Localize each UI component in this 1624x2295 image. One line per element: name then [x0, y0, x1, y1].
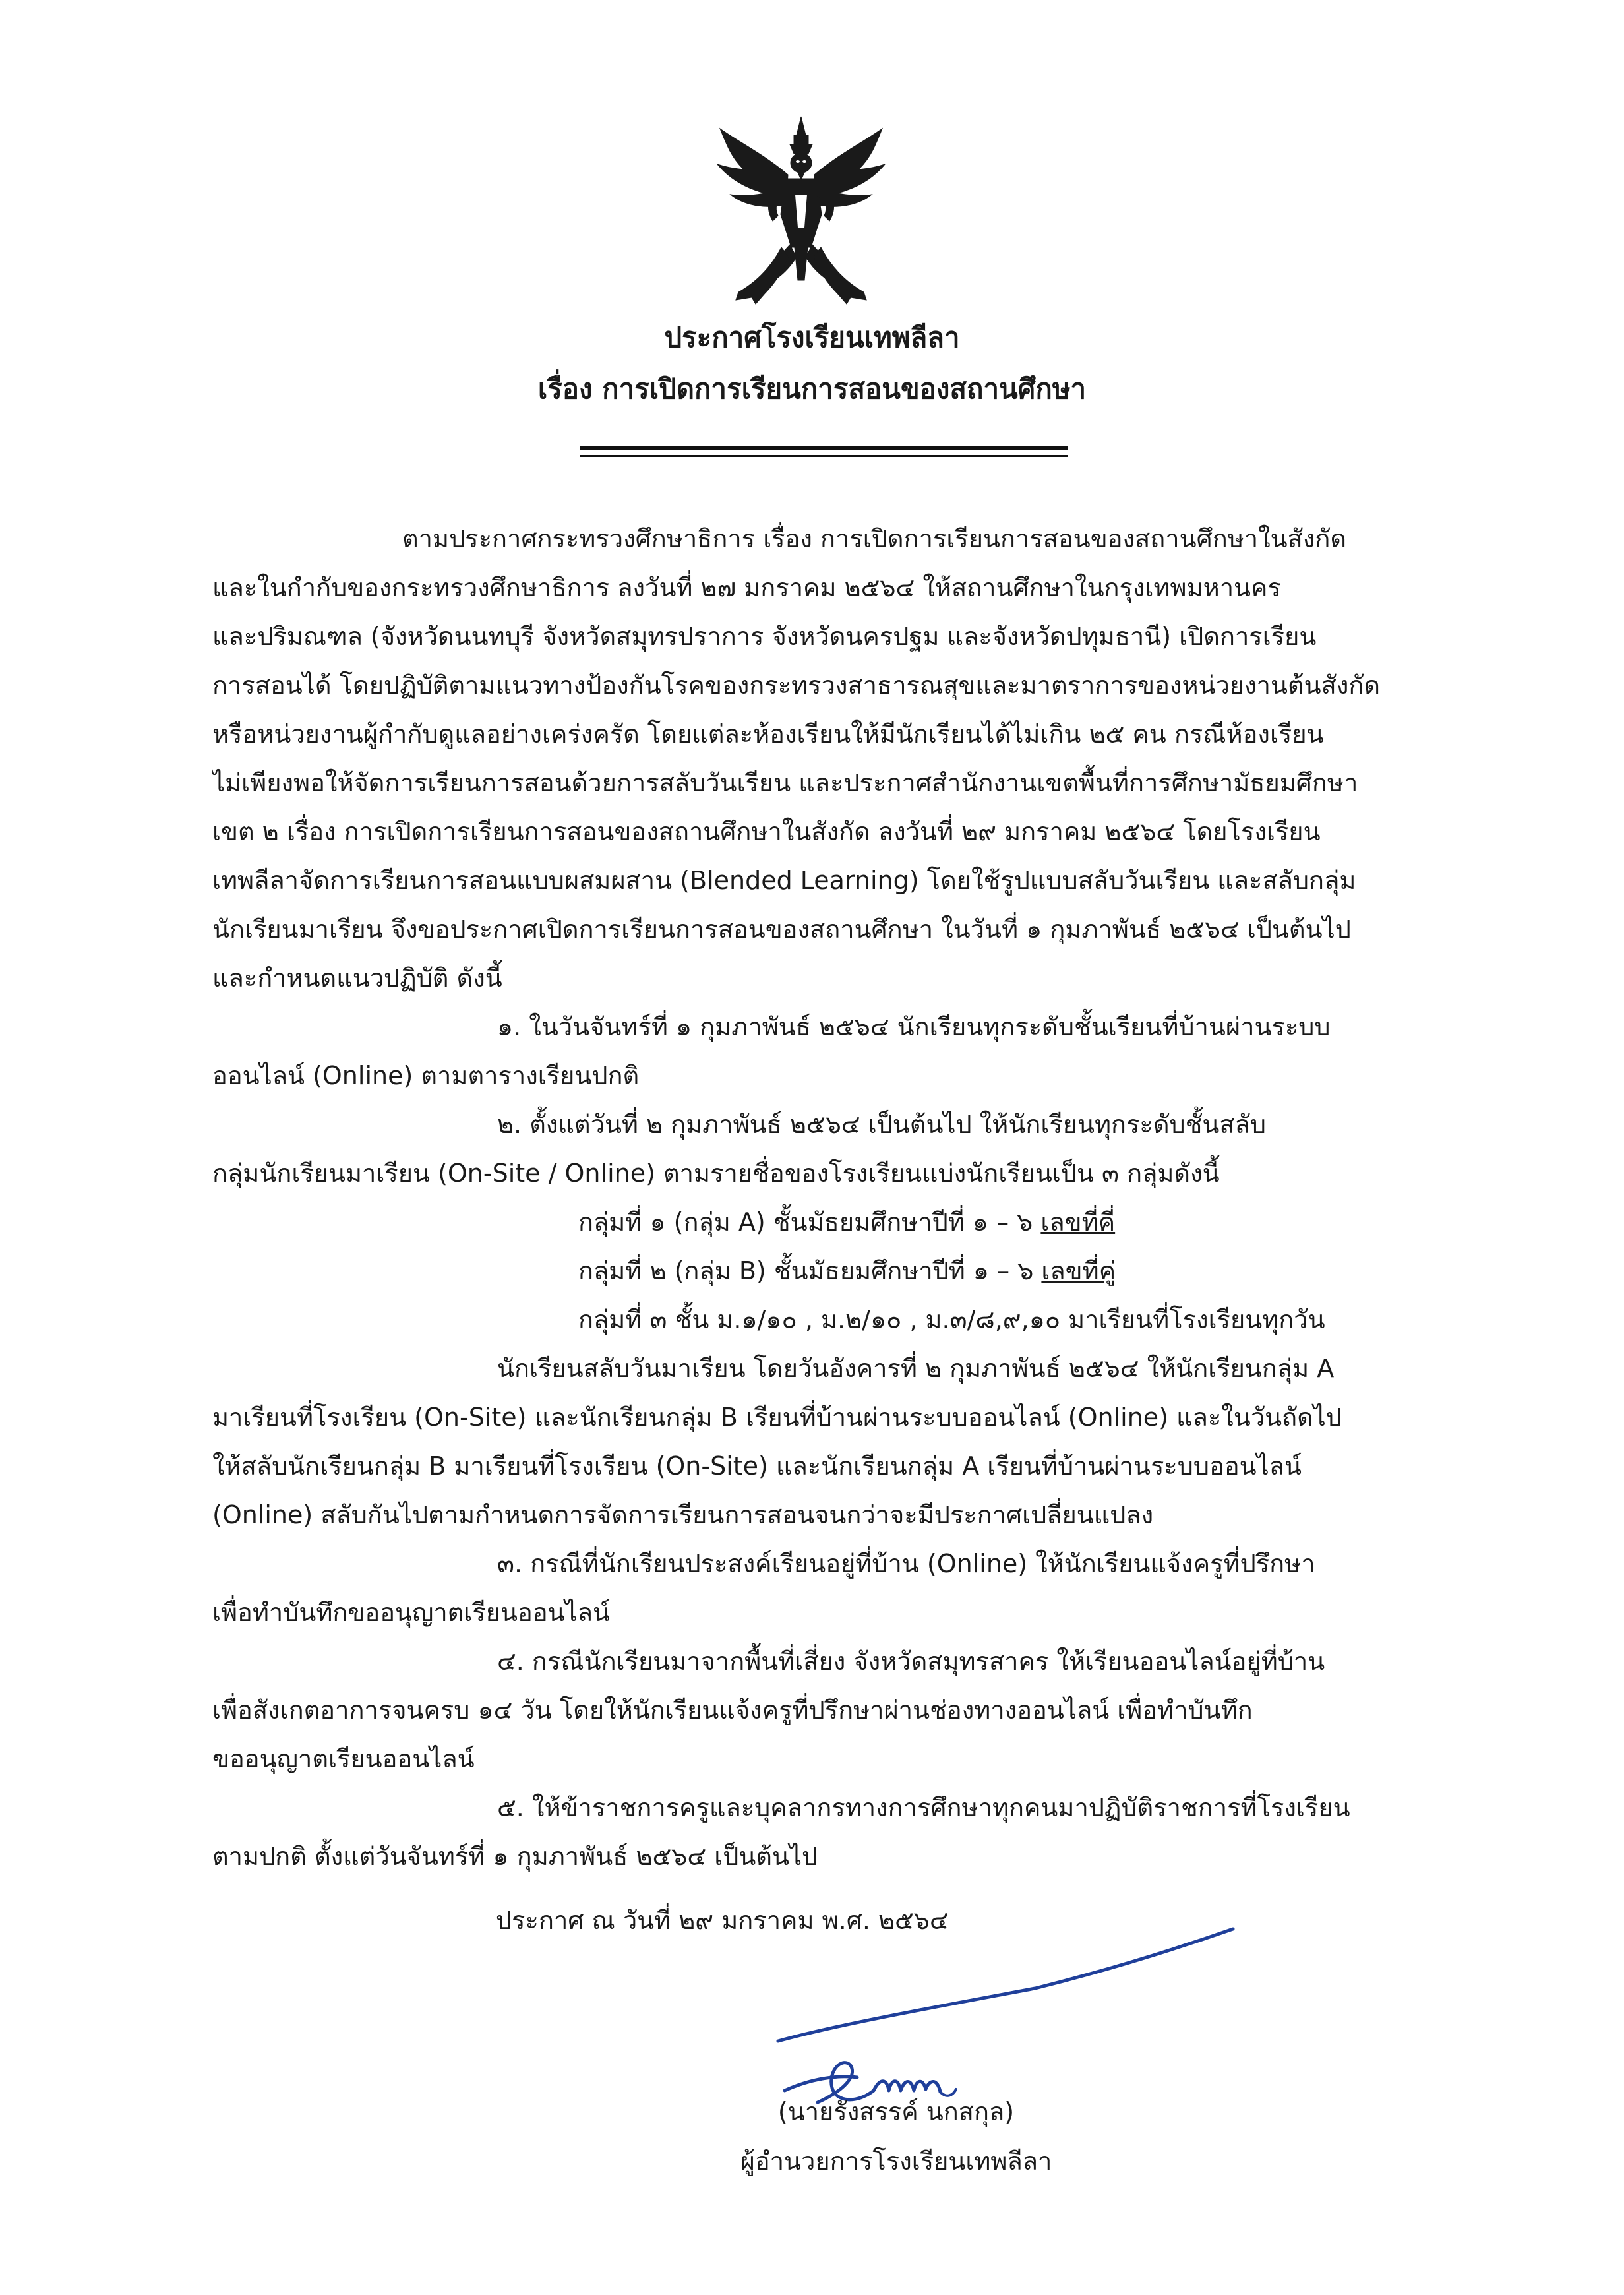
item-5-continuation: ตามปกติ ตั้งแต่วันจันทร์ที่ ๑ กุมภาพันธ์ ๒๕๖๔ เป็นต้นไป: [212, 1842, 818, 1871]
body-line: และปริมณฑล (จังหวัดนนทบุรี จังหวัดสมุทรปราการ จังหวัดนครปฐม และจังหวัดปทุมธานี) เปิดการเรียน: [212, 622, 1317, 651]
body-line: การสอนได้ โดยปฏิบัติตามแนวทางป้องกันโรคของกระทรวงสาธารณสุขและมาตราการของหน่วยงานต้นสังกัด: [212, 671, 1381, 700]
body-line: ไม่เพียงพอให้จัดการเรียนการสอนด้วยการสลับวันเรียน และประกาศสำนักงานเขตพื้นที่การศึกษามัธยมศึกษา: [212, 768, 1358, 797]
body-line: และกำหนดแนวปฏิบัติ ดังนี้: [212, 964, 502, 993]
announcement-date: ประกาศ ณ วันที่ ๒๙ มกราคม พ.ศ. ๒๕๖๔: [496, 1906, 949, 1935]
announcement-subject: เรื่อง การเปิดการเรียนการสอนของสถานศึกษา: [537, 373, 1087, 405]
garuda-emblem-icon: [712, 115, 890, 307]
body-line: ให้สลับนักเรียนกลุ่ม B มาเรียนที่โรงเรียน (On-Site) และนักเรียนกลุ่ม A เรียนที่บ้านผ่านระบบออนไลน์: [212, 1452, 1302, 1481]
body-line: มาเรียนที่โรงเรียน (On-Site) และนักเรียนกลุ่ม B เรียนที่บ้านผ่านระบบออนไลน์ (Online) และในวันถัดไป: [212, 1403, 1342, 1432]
item-1-line: ๑. ในวันจันทร์ที่ ๑ กุมภาพันธ์ ๒๕๖๔ นักเรียนทุกระดับชั้นเรียนที่บ้านผ่านระบบ: [497, 1012, 1331, 1041]
body-line: นักเรียนสลับวันมาเรียน โดยวันอังคารที่ ๒ กุมภาพันธ์ ๒๕๖๔ ให้นักเรียนกลุ่ม A: [497, 1354, 1335, 1383]
item-5-line: ๕. ให้ข้าราชการครูและบุคลากรทางการศึกษาทุกคนมาปฏิบัติราชการที่โรงเรียน: [497, 1793, 1350, 1822]
title-rule-thin: [580, 455, 1068, 457]
body-line: ตามประกาศกระทรวงศึกษาธิการ เรื่อง การเปิดการเรียนการสอนของสถานศึกษาในสังกัด: [402, 524, 1347, 553]
group-3-line: กลุ่มที่ ๓ ชั้น ม.๑/๑๐ , ม.๒/๑๐ , ม.๓/๘,๙,๑๐ มาเรียนที่โรงเรียนทุกวัน: [578, 1305, 1325, 1334]
item-3-continuation: เพื่อทำบันทึกขออนุญาตเรียนออนไลน์: [212, 1598, 611, 1627]
item-2-line: ๒. ตั้งแต่วันที่ ๒ กุมภาพันธ์ ๒๕๖๔ เป็นต้นไป ให้นักเรียนทุกระดับชั้นสลับ: [497, 1110, 1267, 1139]
signer-name: (นายรังสรรค์ นกสกุล): [777, 2097, 1015, 2126]
group-2-number-type: เลขที่คู่: [1041, 1256, 1116, 1285]
signer-position: ผู้อำนวยการโรงเรียนเทพลีลา: [740, 2147, 1052, 2176]
body-line: (Online) สลับกันไปตามกำหนดการจัดการเรียนการสอนจนกว่าจะมีประกาศเปลี่ยนแปลง: [212, 1500, 1154, 1529]
body-line: และในกำกับของกระทรวงศึกษาธิการ ลงวันที่ ๒๗ มกราคม ๒๕๖๔ ให้สถานศึกษาในกรุงเทพมหานคร: [212, 573, 1281, 602]
group-1-line: กลุ่มที่ ๑ (กลุ่ม A) ชั้นมัธยมศึกษาปีที่ ๑ – ๖ เลขที่คี่: [578, 1208, 1116, 1237]
item-2-continuation: กลุ่มนักเรียนมาเรียน (On-Site / Online) ตามรายชื่อของโรงเรียนแบ่งนักเรียนเป็น ๓ กลุ่มดังนี้: [212, 1159, 1220, 1188]
title-rule-thick: [580, 446, 1068, 450]
item-4-continuation: ขออนุญาตเรียนออนไลน์: [212, 1744, 475, 1773]
item-4-line: ๔. กรณีนักเรียนมาจากพื้นที่เสี่ยง จังหวัดสมุทรสาคร ให้เรียนออนไลน์อยู่ที่บ้าน: [497, 1647, 1325, 1676]
announcement-body: [212, 514, 1412, 1881]
body-line: เขต ๒ เรื่อง การเปิดการเรียนการสอนของสถานศึกษาในสังกัด ลงวันที่ ๒๙ มกราคม ๒๕๖๔ โดยโรงเรียน: [212, 817, 1321, 846]
item-3-line: ๓. กรณีที่นักเรียนประสงค์เรียนอยู่ที่บ้าน (Online) ให้นักเรียนแจ้งครูที่ปรึกษา: [497, 1549, 1315, 1578]
group-1-number-type: เลขที่คี่: [1040, 1208, 1116, 1237]
item-1-continuation: ออนไลน์ (Online) ตามตารางเรียนปกติ: [212, 1061, 640, 1090]
announcement-title: ประกาศโรงเรียนเทพลีลา: [664, 321, 960, 353]
body-line: เทพลีลาจัดการเรียนการสอนแบบผสมผสาน (Blended Learning) โดยใช้รูปแบบสลับวันเรียน และสลับกลุ่ม: [212, 866, 1356, 895]
group-2-line: กลุ่มที่ ๒ (กลุ่ม B) ชั้นมัธยมศึกษาปีที่ ๑ – ๖ เลขที่คู่: [578, 1256, 1116, 1285]
item-4-continuation: เพื่อสังเกตอาการจนครบ ๑๔ วัน โดยให้นักเรียนแจ้งครูที่ปรึกษาผ่านช่องทางออนไลน์ เพื่อทำบันทึก: [212, 1696, 1253, 1725]
body-line: หรือหน่วยงานผู้กำกับดูแลอย่างเคร่งครัด โดยแต่ละห้องเรียนให้มีนักเรียนได้ไม่เกิน ๒๕ คน กรณีห้องเรียน: [212, 719, 1324, 749]
body-line: นักเรียนมาเรียน จึงขอประกาศเปิดการเรียนการสอนของสถานศึกษา ในวันที่ ๑ กุมภาพันธ์ ๒๕๖๔ เป็นต้นไป: [212, 915, 1351, 944]
